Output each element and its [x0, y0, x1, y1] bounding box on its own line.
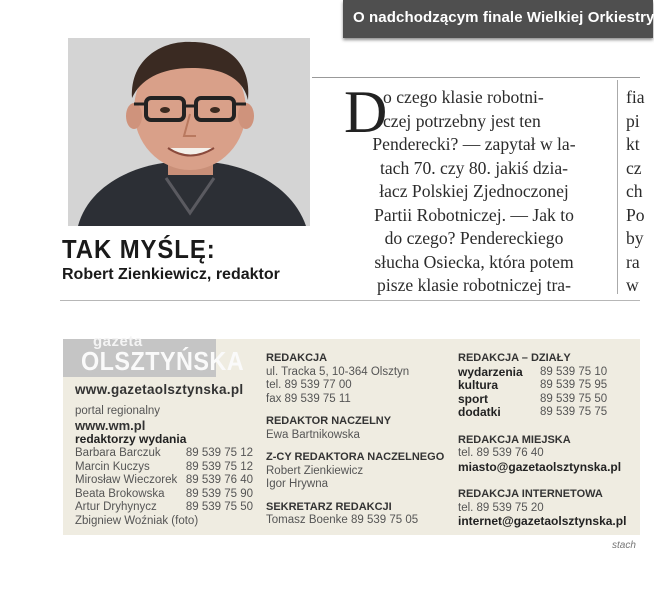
naczelny-name: Ewa Bartnikowska	[266, 428, 360, 441]
miejska-block	[458, 434, 638, 475]
dzial-phone: 89 539 75 50	[540, 392, 608, 405]
dzial-phone: 89 539 75 75	[540, 406, 608, 418]
author-photo	[68, 38, 310, 226]
fragment-line: by	[626, 228, 644, 248]
article-line: Penderecki? — zapytał w la-	[372, 134, 576, 154]
dzial-phone: 89 539 75 95	[540, 379, 608, 391]
editor-phone: 89 539 76 40	[185, 474, 253, 486]
miejska-email: miasto@gazetaolsztynska.pl	[458, 459, 622, 474]
top-rule	[312, 77, 640, 78]
banner-text: O nadchodzącym finale Wielkiej Orkiestry	[353, 9, 654, 26]
fragment-line: kt	[626, 134, 640, 154]
article-line: słucha Osiecka, która potem	[374, 251, 574, 272]
redakcja-block	[266, 352, 446, 406]
fragment-line: pi	[626, 110, 640, 131]
article-line: czej potrzebny jest ten	[383, 110, 541, 131]
editor-row	[75, 488, 253, 502]
editor-row	[75, 501, 253, 515]
dzial-name: sport	[458, 391, 488, 406]
fragment-line: w	[626, 275, 639, 295]
editor-name: Zbigniew Woźniak (foto)	[75, 514, 199, 527]
miejska-tel: tel. 89 539 76 40	[458, 447, 544, 459]
internetowa-tel: tel. 89 539 75 20	[458, 501, 544, 514]
editor-phone: 89 539 75 12	[185, 447, 253, 459]
redakcja-fax: fax 89 539 75 11	[266, 392, 351, 405]
editors-label: redaktorzy wydania	[75, 431, 187, 446]
editor-row	[75, 515, 253, 529]
fragment-line: cz	[626, 157, 642, 178]
zastepca-name: Robert Zienkiewicz	[266, 464, 364, 477]
editors-list	[75, 447, 253, 528]
zastepcy-label: Z-CY REDAKTORA NACZELNEGO	[266, 451, 445, 463]
fragment-line: fia	[626, 87, 645, 107]
dzial-phone: 89 539 75 10	[540, 365, 608, 378]
column-rule	[617, 80, 618, 294]
editor-row	[75, 461, 253, 475]
internetowa-email: internet@gazetaolsztynska.pl	[458, 514, 627, 528]
dzial-row	[458, 366, 638, 380]
dzial-row	[458, 379, 638, 393]
portal-label: portal regionalny	[75, 405, 161, 417]
naczelny-label: REDAKTOR NACZELNY	[266, 415, 392, 427]
zastepca-name: Igor Hrywna	[266, 478, 328, 490]
dzialy-label: REDAKCJA – DZIAŁY	[458, 352, 571, 364]
editor-name: Barbara Barczuk	[75, 447, 161, 459]
dzial-row	[458, 406, 638, 420]
dzial-row	[458, 393, 638, 407]
logo-main-text: OLSZTYŃSKA	[81, 346, 245, 376]
internetowa-block	[458, 488, 638, 529]
portal-info	[75, 405, 186, 446]
redakcja-column	[266, 352, 446, 537]
fragment-line: Po	[626, 204, 645, 225]
editor-row	[75, 447, 253, 461]
editor-name: Artur Dryhynycz	[75, 501, 157, 513]
article-line: do czego? Pendereckiego	[384, 228, 564, 248]
masthead-box	[63, 333, 640, 535]
article-line: pisze klasie robotniczej tra-	[377, 275, 571, 295]
dzialy-column	[458, 352, 638, 538]
miejska-label: REDAKCJA MIEJSKA	[458, 433, 571, 446]
editor-name: Marcin Kuczys	[75, 460, 150, 473]
editor-phone: 89 539 75 90	[185, 487, 253, 500]
byline-author: Robert Zienkiewicz, redaktor	[62, 266, 280, 283]
dzial-name: kultura	[458, 378, 499, 392]
editor-phone: 89 539 75 50	[185, 501, 253, 513]
portal-url: www.wm.pl	[75, 417, 146, 433]
byline-heading: TAK MYŚLĘ:	[62, 234, 216, 264]
article-line: łacz Polskiej Zjednoczonej	[379, 181, 569, 201]
redakcja-address: ul. Tracka 5, 10-364 Olsztyn	[266, 365, 410, 378]
editor-phone: 89 539 75 12	[185, 460, 253, 473]
dzialy-block	[458, 352, 638, 420]
sekretarz-text: Tomasz Boenke 89 539 75 05	[266, 514, 419, 526]
sekretarz-block	[266, 501, 446, 528]
drop-cap: D	[344, 79, 388, 145]
editor-name: Mirosław Wieczorek	[75, 474, 178, 486]
redakcja-tel: tel. 89 539 77 00	[266, 379, 352, 391]
section-divider	[60, 300, 640, 301]
zastepcy-block	[266, 451, 446, 492]
article-line: o czego klasie robotni-	[383, 87, 544, 107]
fragment-line: ra	[626, 251, 640, 272]
next-column-fragment	[626, 86, 645, 298]
article-line: Partii Robotniczej. — Jak to	[374, 204, 574, 225]
newspaper-url: www.gazetaolsztynska.pl	[75, 382, 244, 397]
fragment-line: ch	[626, 181, 643, 201]
sekretarz-label: SEKRETARZ REDAKCJI	[266, 500, 392, 513]
editor-name: Beata Brokowska	[75, 487, 165, 500]
photo-credit: stach	[612, 540, 636, 551]
newspaper-logo	[63, 333, 245, 377]
editor-row	[75, 474, 253, 488]
article-line: tach 70. czy 80. jakiś dzia-	[379, 157, 569, 178]
logo-small-text: gazeta	[93, 333, 143, 350]
dzial-name: dodatki	[458, 405, 501, 419]
naczelny-block	[266, 415, 446, 442]
redakcja-label: REDAKCJA	[266, 352, 328, 364]
top-banner	[343, 0, 653, 38]
dzial-name: wydarzenia	[458, 364, 523, 379]
author-portrait-image	[68, 38, 310, 226]
internetowa-label: REDAKCJA INTERNETOWA	[458, 488, 603, 500]
article-body	[345, 86, 603, 298]
